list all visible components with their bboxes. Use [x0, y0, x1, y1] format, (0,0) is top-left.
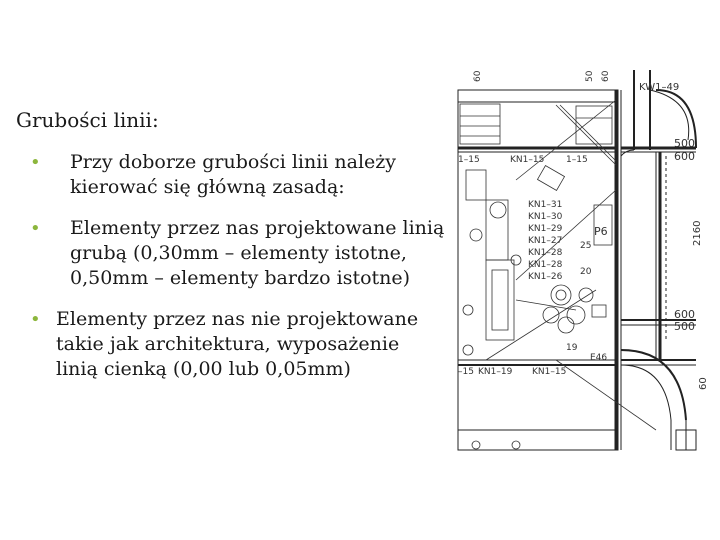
bullet-item	[30, 216, 445, 291]
bullet-dot-icon: •	[30, 309, 41, 330]
dim-label: 60	[698, 377, 709, 390]
dim-label: KN1–19	[478, 367, 513, 377]
dim-label: KN1–26	[528, 272, 563, 282]
floor-plan-image	[456, 60, 720, 460]
dim-label: KN1–28	[528, 248, 563, 258]
bullet-dot-icon: •	[30, 218, 41, 239]
technical-drawing	[456, 60, 720, 460]
bullet-item	[30, 307, 445, 382]
bullet-list	[30, 150, 445, 398]
dim-label: KN1–15	[532, 367, 567, 377]
dim-label: KN1–15	[510, 155, 545, 165]
dim-label: 60	[473, 70, 483, 82]
dim-label: KN1–29	[528, 224, 563, 234]
bullet-text: Przy doborze grubości linii należy kierować się główną zasadą:	[70, 151, 397, 198]
dim-label: KW1–49	[639, 82, 680, 93]
dim-label: E46	[590, 353, 608, 363]
bullet-text: Elementy przez nas projektowane linią grubą (0,30mm – elementy istotne, 0,50mm – elementy bardzo istotne)	[70, 217, 445, 289]
slide-title: Grubości linii:	[16, 108, 159, 132]
dim-label: 1–15	[458, 155, 480, 165]
dim-label: 1–15	[566, 155, 588, 165]
dim-label: –15	[458, 367, 474, 377]
dim-label: 19	[566, 343, 578, 353]
dim-label: 2160	[692, 220, 703, 246]
dim-label: KN1–30	[528, 212, 563, 222]
bullet-dot-icon: •	[30, 152, 41, 173]
dim-label: KN1–28	[528, 260, 563, 270]
bullet-text: Elementy przez nas nie projektowane takie jak architektura, wyposażenie linią cienką (0,00 lub 0,05mm)	[56, 308, 419, 380]
dim-label: 600	[674, 150, 695, 163]
dim-label: P6	[594, 225, 608, 238]
dim-label: KN1–31	[528, 200, 563, 210]
dim-label: 60	[601, 70, 611, 82]
dim-label: 500	[674, 137, 695, 150]
dim-label: 50	[585, 70, 595, 82]
dim-label: KN1–27	[528, 236, 563, 246]
bullet-item	[30, 150, 445, 200]
dim-label: 25	[580, 241, 592, 251]
dim-label: 600	[674, 308, 695, 321]
dim-label: 500	[674, 320, 695, 333]
dim-label: 20	[580, 267, 592, 277]
